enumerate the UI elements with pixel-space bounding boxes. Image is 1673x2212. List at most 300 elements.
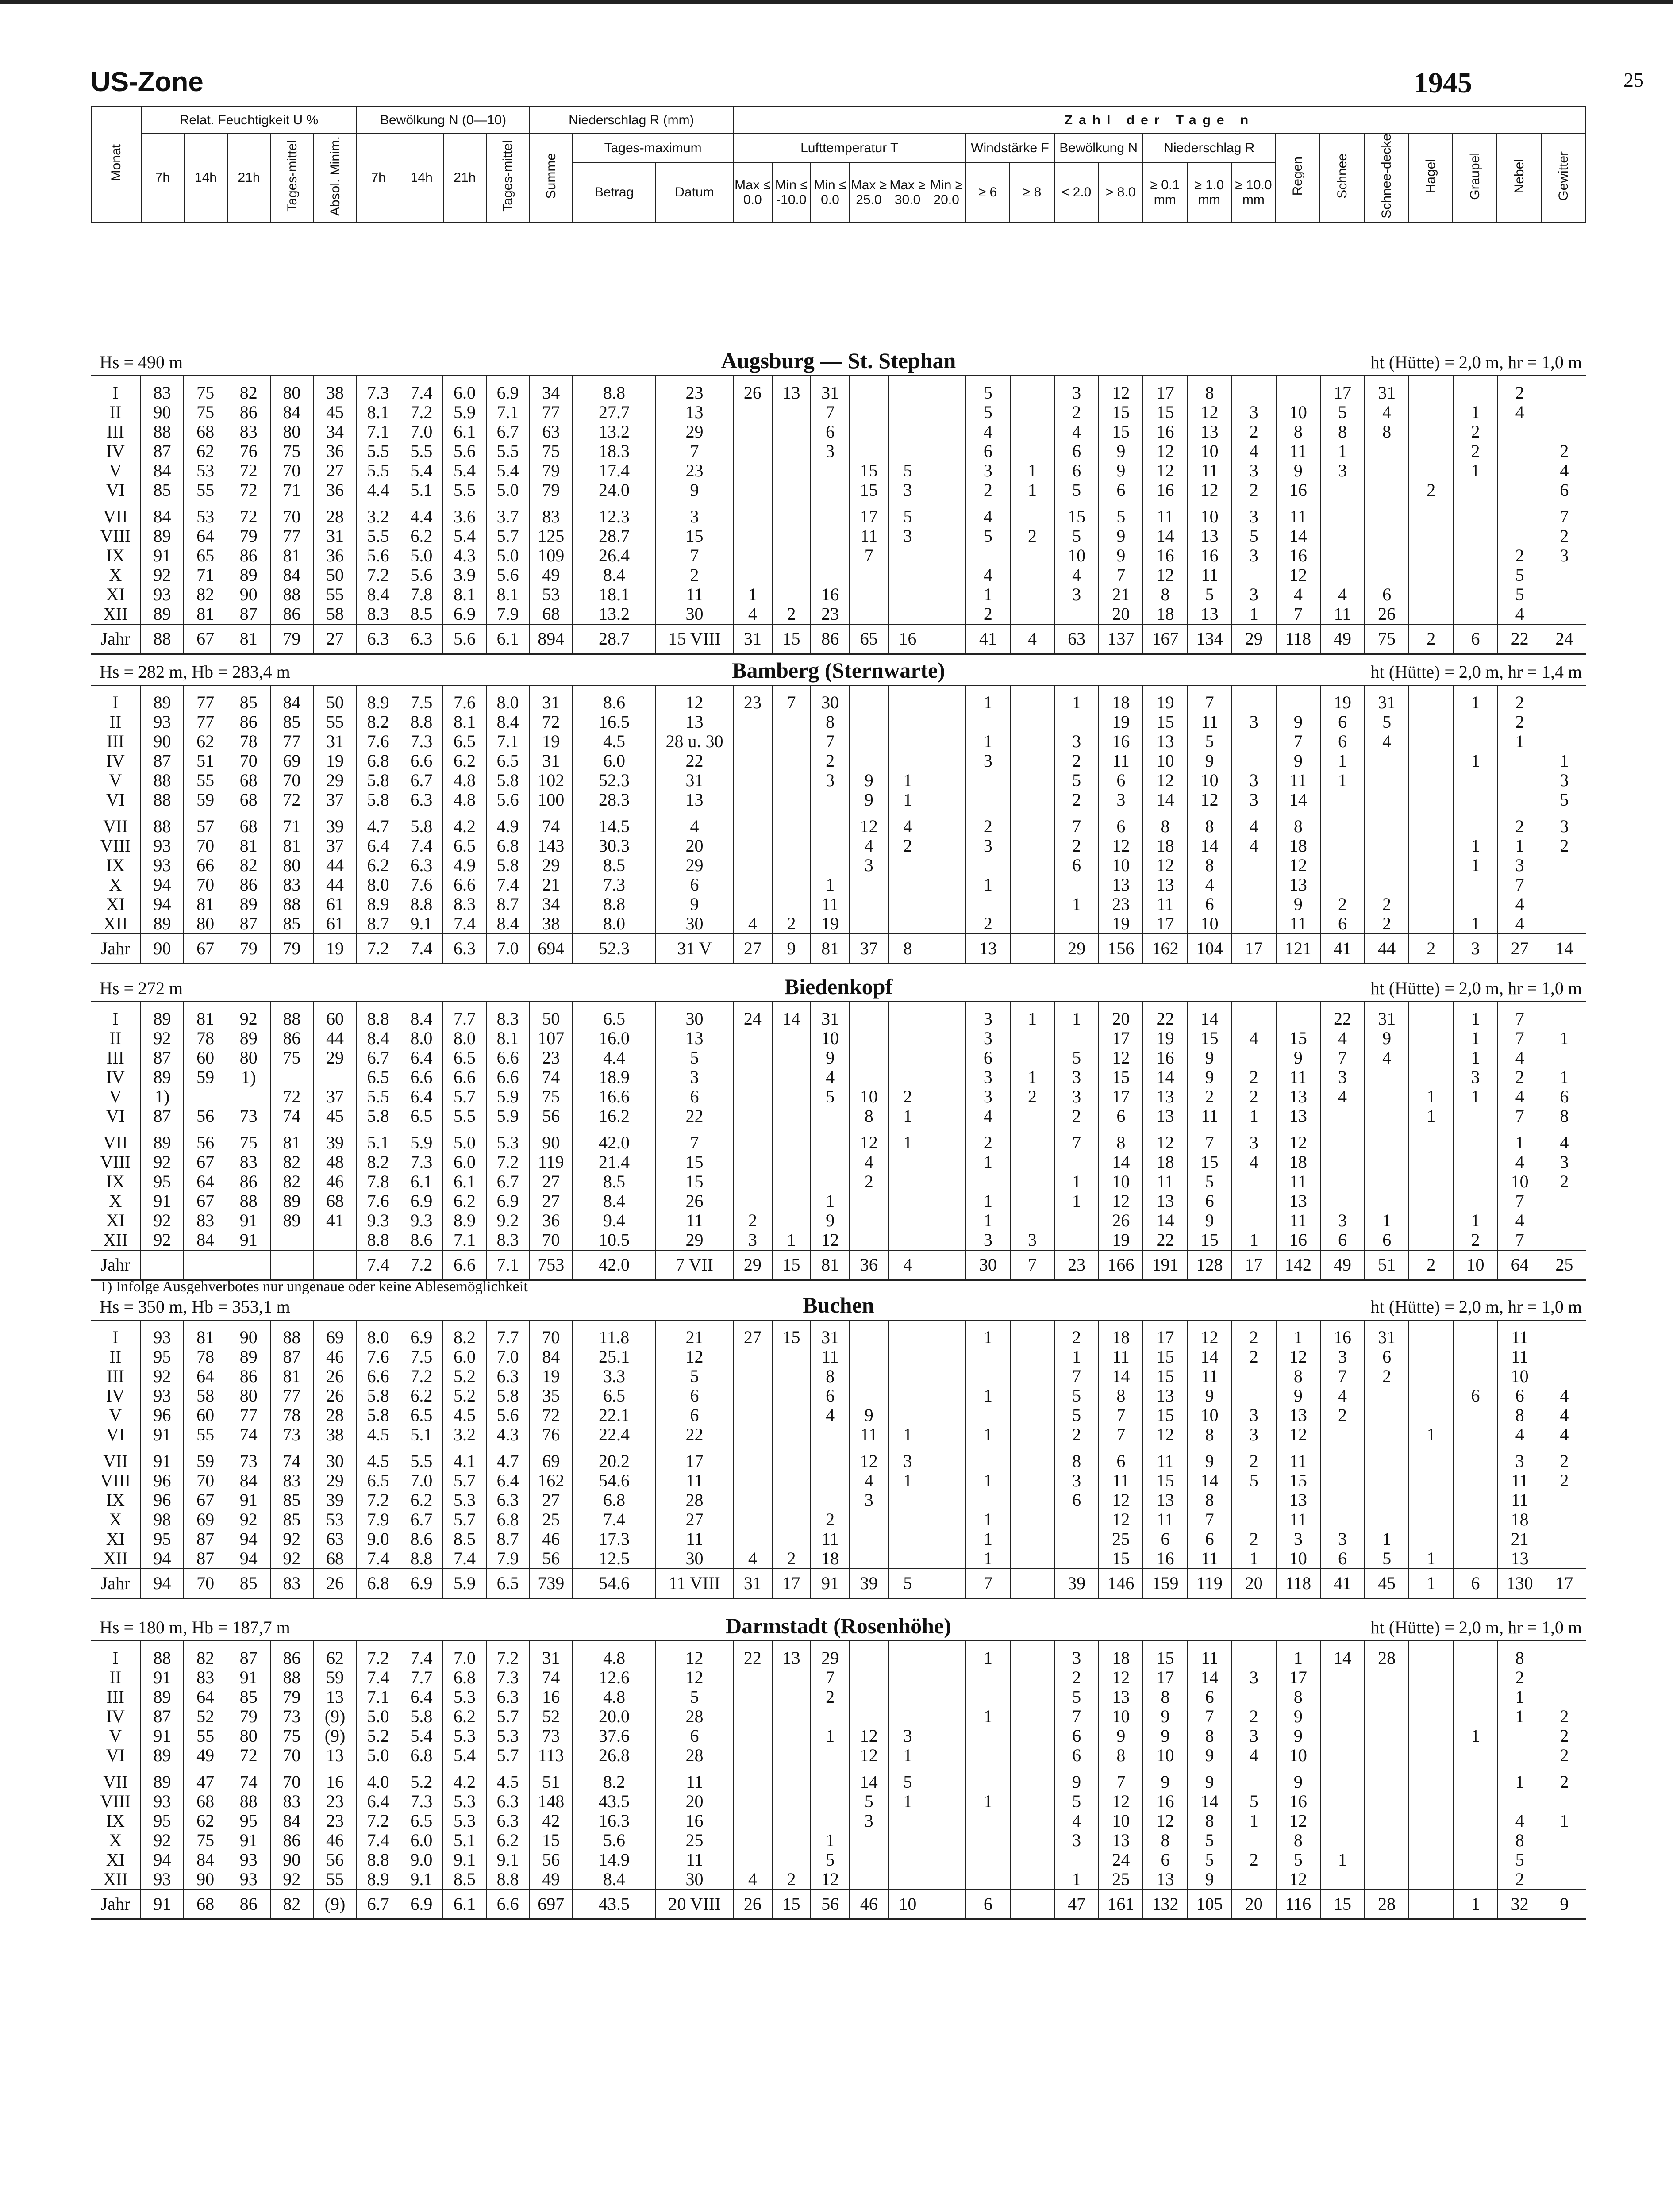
data-cell [1409,1444,1453,1471]
data-cell [1542,856,1586,875]
data-cell: 3 [1099,790,1143,810]
data-cell: 17 [1143,914,1187,934]
data-cell [850,875,888,895]
data-cell [1365,790,1409,810]
month-label: IV [106,751,125,771]
data-cell [1010,856,1054,875]
data-cell: 11 [1143,895,1187,914]
data-cell [1453,1549,1497,1569]
data-cell: 7.0 [486,1347,530,1367]
data-cell: 5.0 [357,1746,400,1765]
data-cell: 26 [733,376,772,403]
month-label: VII [103,1772,128,1792]
data-cell [1054,1850,1099,1870]
data-cell: 64 [184,1172,227,1191]
data-cell: 12 [1099,1510,1143,1529]
data-cell: 7.8 [400,585,443,604]
data-cell [1054,875,1099,895]
data-cell: 79 [270,624,314,653]
data-cell: 6.4 [400,1048,443,1068]
data-cell: 2 [1232,480,1276,500]
data-cell: 2 [1054,836,1099,856]
data-cell: 31 [529,686,573,712]
data-cell: 59 [313,1668,357,1687]
data-cell: 79 [270,1687,314,1707]
data-cell [1232,1641,1276,1668]
data-cell [888,1549,927,1569]
data-cell [850,1668,888,1687]
data-cell [1542,1002,1586,1029]
data-cell [1010,442,1054,461]
data-cell: 17 [1232,934,1276,963]
data-cell [1409,376,1453,403]
data-cell: 10 [1143,751,1187,771]
data-cell [850,1529,888,1549]
data-cell: 5 [811,1850,850,1870]
data-cell: 3 [1054,1068,1099,1087]
data-cell: 91 [227,1230,270,1250]
data-cell: 15 [772,1889,811,1918]
data-cell: 6 [1188,1191,1232,1211]
data-cell: 6 [1365,1347,1409,1367]
data-cell: 2 [811,1510,850,1529]
data-cell [811,546,850,565]
data-cell [1232,1765,1276,1792]
data-cell: 2 [1498,1068,1542,1087]
data-cell: 2 [1542,1444,1586,1471]
data-cell: 15 [1188,1230,1232,1250]
data-cell: 13 [656,790,733,810]
data-cell: 19 [1099,1230,1143,1250]
data-cell: 26 [733,1889,772,1918]
data-cell [1010,895,1054,914]
month-row [91,1425,1586,1444]
data-cell [733,1490,772,1510]
month-row [91,686,1586,712]
data-cell: 66 [184,856,227,875]
data-cell: 2 [733,1211,772,1230]
data-cell: 4 [811,1068,850,1087]
data-cell: 7.4 [357,1831,400,1850]
tagesmittel-header: Tages-mittel [270,133,314,222]
data-cell [1542,1529,1586,1549]
data-cell [966,1347,1010,1367]
data-cell [772,422,811,442]
data-cell [1365,1831,1409,1850]
data-cell: 16 [1143,480,1187,500]
data-cell: 80 [270,856,314,875]
data-cell: 2 [1010,1087,1054,1106]
data-cell: 1 [1453,1048,1497,1068]
data-cell: 14 [1188,1002,1232,1029]
data-cell: 93 [227,1870,270,1889]
data-cell [772,403,811,422]
data-cell [888,1002,927,1029]
month-row [91,1367,1586,1386]
data-cell [1409,810,1453,836]
data-cell [1409,771,1453,790]
month-label: V [109,1726,122,1746]
station-name: Augsburg — St. Stephan [721,348,956,373]
data-cell: 50 [313,565,357,585]
data-cell: 15 [656,1172,733,1191]
data-cell: 10 [1498,1172,1542,1191]
data-cell: 6 [1453,624,1497,653]
data-cell: 8.4 [573,1870,656,1889]
data-cell: 3 [1232,585,1276,604]
year-row [91,1250,1586,1279]
data-cell: 8.8 [400,712,443,732]
data-cell: 3 [811,771,850,790]
data-cell [772,1510,811,1529]
data-cell: 2 [1232,1068,1276,1087]
data-cell: 49 [1320,1250,1365,1279]
data-cell [888,403,927,422]
data-cell: 4 [1054,1811,1099,1831]
data-cell: 5.7 [486,1707,530,1726]
data-cell [733,836,772,856]
data-cell: 3 [966,1029,1010,1048]
data-cell: 14 [1188,1347,1232,1367]
data-cell: 32 [1498,1889,1542,1918]
month-label: XII [103,604,128,624]
data-cell: 1 [966,1386,1010,1406]
data-cell: 14.5 [573,810,656,836]
data-cell: 16 [888,624,927,653]
month-label: IX [106,1811,125,1831]
data-cell [1232,565,1276,585]
data-cell: 7.2 [400,1367,443,1386]
data-cell: 1 [966,585,1010,604]
data-cell [1453,895,1497,914]
data-cell [1542,585,1586,604]
data-cell: 95 [141,1347,184,1367]
data-cell [733,526,772,546]
data-cell: 93 [141,1792,184,1811]
month-label: IV [106,1067,125,1087]
data-cell: 73 [227,1444,270,1471]
data-cell: 4 [1320,585,1365,604]
data-cell: 26 [1099,1211,1143,1230]
data-cell: 92 [141,1831,184,1850]
data-cell: 3 [966,1068,1010,1087]
month-row [91,1029,1586,1048]
data-cell: 3 [1542,810,1586,836]
data-cell [733,442,772,461]
data-cell [927,1406,966,1425]
month-label: IX [106,855,125,875]
month-label: VIII [100,836,131,856]
data-cell: 6.8 [400,1746,443,1765]
data-cell: 4 [1232,836,1276,856]
data-cell: 6 [1320,712,1365,732]
data-cell: 3 [888,526,927,546]
data-cell [1409,751,1453,771]
data-cell [1365,1425,1409,1444]
data-cell: 43.5 [573,1792,656,1811]
data-cell [1409,732,1453,751]
data-cell: 1 [888,771,927,790]
data-cell: 15 [1188,1152,1232,1172]
data-cell: 5.5 [486,442,530,461]
data-cell: 9 [1188,1068,1232,1087]
data-cell: 28 [313,500,357,526]
data-cell: 113 [529,1746,573,1765]
data-cell: 128 [1188,1250,1232,1279]
data-cell: 8.1 [443,712,486,732]
data-cell: 8.8 [573,895,656,914]
data-cell: 7 [1276,732,1320,751]
data-cell: 6.4 [357,836,400,856]
graupel-header: Graupel [1453,133,1497,222]
data-cell: 15 [1143,1406,1187,1425]
data-cell: 16 [1143,1792,1187,1811]
data-cell: 68 [313,1191,357,1211]
data-cell: 90 [529,1126,573,1152]
data-cell [927,442,966,461]
data-cell: 1 [1232,1230,1276,1250]
data-cell: 10 [1099,1172,1143,1191]
data-cell: 10 [1453,1250,1497,1279]
data-cell: 18 [1099,686,1143,712]
data-cell: 84 [270,1811,314,1831]
data-cell: 90 [141,732,184,751]
data-cell [927,565,966,585]
data-cell [733,1444,772,1471]
data-cell [888,565,927,585]
data-cell [1409,836,1453,856]
data-cell: 16 [1143,1549,1187,1569]
data-cell: 2 [1188,1087,1232,1106]
station-elevation: Hs = 180 m, Hb = 187,7 m [100,1617,290,1637]
data-cell [1054,1549,1099,1569]
data-cell: 6.2 [400,1386,443,1406]
data-cell: 74 [227,1765,270,1792]
data-cell [1453,1668,1497,1687]
data-cell: 83 [227,1152,270,1172]
data-cell: 1 [1453,1211,1497,1230]
data-cell: 4 [1232,1029,1276,1048]
data-cell: 41 [313,1211,357,1230]
data-cell: 5 [1054,480,1099,500]
data-cell [1498,480,1542,500]
data-cell: 18 [1276,836,1320,856]
data-cell: 15 [529,1831,573,1850]
data-cell: 93 [141,712,184,732]
data-cell: 6.3 [486,1367,530,1386]
data-cell: 89 [270,1191,314,1211]
data-cell: 10.5 [573,1230,656,1250]
data-cell: 6.5 [357,1068,400,1087]
data-cell: 94 [227,1529,270,1549]
data-cell [1010,585,1054,604]
data-cell: 4.4 [573,1048,656,1068]
data-cell: 14.9 [573,1850,656,1870]
data-cell: 9 [1188,1444,1232,1471]
data-cell [1320,856,1365,875]
data-cell [1409,790,1453,810]
month-label: XII [103,1869,128,1889]
data-cell: 1 [1498,836,1542,856]
data-cell: 62 [313,1641,357,1668]
data-cell: 84 [270,403,314,422]
data-cell: 2 [1232,1347,1276,1367]
data-cell [1320,875,1365,895]
data-cell: 9 [1276,1726,1320,1746]
data-cell: 6.3 [486,1811,530,1831]
data-cell: 4.4 [357,480,400,500]
data-cell: 14 [1188,1471,1232,1490]
data-cell: 8.3 [443,895,486,914]
data-cell: 59 [184,1444,227,1471]
data-cell [1320,480,1365,500]
data-cell: 54.6 [573,1569,656,1598]
data-cell [733,790,772,810]
data-cell: 11 [656,1471,733,1490]
data-cell: 81 [227,624,270,653]
data-cell: 15 [656,526,733,546]
data-cell: 6.6 [443,1068,486,1087]
data-cell: 1 [888,1106,927,1126]
data-cell: 1 [888,1425,927,1444]
data-cell: 23 [313,1792,357,1811]
data-cell: 9 [1143,1765,1187,1792]
data-cell: 85 [270,914,314,934]
data-cell: 132 [1143,1889,1187,1918]
data-cell: 83 [184,1211,227,1230]
data-cell: 8 [1276,810,1320,836]
data-cell: 7.3 [573,875,656,895]
data-cell [772,1765,811,1792]
data-cell: 5.4 [486,461,530,480]
data-cell: 6 [1188,895,1232,914]
data-cell: 24 [1542,624,1586,653]
data-cell: 1 [1453,1726,1497,1746]
data-cell: 3 [1232,712,1276,732]
data-cell [1365,1490,1409,1510]
data-cell: 20 [656,836,733,856]
data-cell [811,565,850,585]
data-cell: 12 [656,1641,733,1668]
data-cell: 6 [1188,1687,1232,1707]
nebel-header: Nebel [1497,133,1541,222]
data-cell: 5.6 [400,565,443,585]
data-cell [888,1641,927,1668]
data-cell [1498,461,1542,480]
data-cell: 191 [1143,1250,1187,1279]
data-cell [1010,1529,1054,1549]
data-cell: 55 [184,480,227,500]
data-cell: 14 [1099,1367,1143,1386]
data-cell: 17 [1099,1029,1143,1048]
data-cell: 1 [966,1529,1010,1549]
data-cell: 49 [529,565,573,585]
data-cell: 90 [141,934,184,963]
data-cell: 2 [1542,1471,1586,1490]
data-cell [772,1406,811,1425]
data-cell [313,1068,357,1087]
data-cell [1010,1641,1054,1668]
data-cell: 3 [966,461,1010,480]
data-cell: 92 [270,1549,314,1569]
data-cell [966,771,1010,790]
data-cell: 15 VIII [656,624,733,653]
data-cell: 87 [227,1641,270,1668]
data-cell: 12 [1143,1425,1187,1444]
data-cell [927,771,966,790]
data-cell: 6 [1498,1386,1542,1406]
data-cell: 7.3 [357,376,400,403]
data-cell: 85 [141,480,184,500]
data-cell [772,480,811,500]
data-cell: 2 [1498,376,1542,403]
data-cell: 7.0 [400,1471,443,1490]
month-label: V [109,1405,122,1425]
data-cell: 82 [227,376,270,403]
data-cell: 27 [656,1510,733,1529]
data-cell [927,1152,966,1172]
month-row [91,810,1586,836]
data-cell: 14 [1320,1641,1365,1668]
data-cell: 10 [1143,1746,1187,1765]
month-label: V [109,461,122,480]
month-row [91,1048,1586,1068]
data-cell: 8 [1099,1126,1143,1152]
data-cell: 11 [1498,1471,1542,1490]
data-cell: 10 [1188,771,1232,790]
data-cell: 16.5 [573,712,656,732]
data-cell: 16 [1276,1230,1320,1250]
data-cell: 77 [184,686,227,712]
data-cell: 92 [141,1367,184,1386]
data-cell: 11 [656,1529,733,1549]
data-cell: 11 [1188,1641,1232,1668]
data-cell: 7.5 [400,1347,443,1367]
data-cell [1010,500,1054,526]
data-cell: 72 [529,712,573,732]
data-cell: 3 [1542,546,1586,565]
data-cell: 24 [1099,1850,1143,1870]
data-cell: 167 [1143,624,1187,653]
data-cell [227,1250,270,1279]
data-cell: 7.1 [357,422,400,442]
data-cell: 109 [529,546,573,565]
month-row [91,751,1586,771]
data-cell: 8 [1498,1406,1542,1425]
data-cell: 93 [141,836,184,856]
data-cell [927,1386,966,1406]
data-cell: 75 [270,1726,314,1746]
data-cell: 71 [184,565,227,585]
data-cell: 119 [529,1152,573,1172]
data-cell: 16 [811,585,850,604]
data-cell: 8.1 [486,585,530,604]
summe-header: Summe [530,133,573,222]
temp-sub-4: Max ≥ 30.0 [888,163,927,222]
data-cell: 5 [1188,1172,1232,1191]
rain-sub-2: ≥ 10.0 mm [1231,163,1276,222]
data-cell [888,686,927,712]
data-cell: 89 [141,686,184,712]
data-cell: 7 [1188,686,1232,712]
data-cell: 72 [227,500,270,526]
data-cell: 1 [888,790,927,810]
data-cell: 12 [1188,1321,1232,1347]
data-cell [1010,1444,1054,1471]
data-cell [888,422,927,442]
data-cell: 13 [1099,1687,1143,1707]
data-cell: 50 [529,1002,573,1029]
